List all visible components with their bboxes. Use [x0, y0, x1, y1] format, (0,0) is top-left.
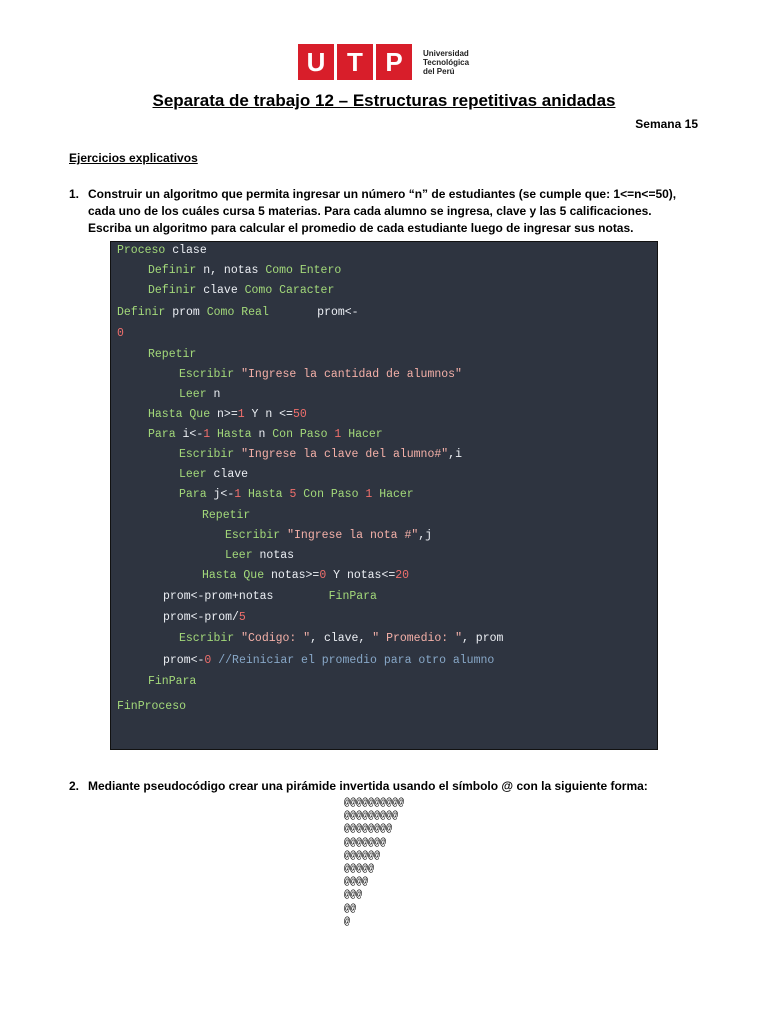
code-line [163, 590, 377, 603]
exercise-2-number: 2. [69, 779, 80, 793]
pyramid-row: @@ [344, 903, 357, 915]
code-token: Escribir [179, 368, 235, 381]
code-token: 0 [117, 327, 124, 340]
exercise-2 [69, 778, 698, 795]
code-token: 5 [289, 488, 297, 501]
code-line [117, 244, 207, 257]
logo-line-2: Tecnológica [423, 57, 470, 67]
document-title [0, 91, 768, 111]
code-line [225, 529, 432, 542]
pyramid-row: @@@@@@@@@ [344, 811, 399, 823]
code-token: Hasta [248, 488, 283, 501]
code-token: //Reiniciar el promedio para otro alumno [218, 654, 495, 667]
code-line [202, 569, 409, 582]
code-token: Hasta [217, 428, 252, 441]
code-token: "Ingrese la clave del alumno#" [241, 448, 449, 461]
code-line [225, 549, 294, 562]
logo-letter-u: U [298, 44, 334, 80]
code-line [117, 306, 359, 319]
week-label: Semana 15 [635, 117, 698, 131]
logo-university-name [423, 49, 469, 76]
code-token: 5 [238, 611, 246, 624]
code-line [148, 675, 196, 688]
code-token: Leer [225, 549, 253, 562]
code-line [148, 428, 383, 441]
code-line [179, 368, 462, 381]
code-token: 50 [292, 408, 307, 421]
code-token: Para [148, 428, 176, 441]
code-token: Leer [179, 468, 207, 481]
code-token: Escribir [225, 529, 281, 542]
code-token: ,j [418, 529, 433, 542]
code-token: 1 [234, 488, 242, 501]
code-token: 1 [203, 428, 211, 441]
code-token: Hacer [379, 488, 414, 501]
code-token: prom<- [163, 654, 205, 667]
pyramid-row: @ [344, 916, 351, 928]
pyramid-row: @@@@@@@ [344, 837, 387, 849]
code-token: n>= [210, 408, 238, 421]
code-token: Hacer [348, 428, 383, 441]
code-token [241, 488, 248, 501]
code-token: 1 [237, 408, 245, 421]
document-title-text: Separata de trabajo 12 – Estructuras repetitivas anidadas [152, 91, 616, 110]
code-token [210, 428, 217, 441]
code-token: Hasta Que [148, 408, 211, 421]
code-token: prom<-prom+notas [163, 590, 329, 603]
pyramid-figure [344, 797, 404, 929]
code-token: 0 [319, 569, 327, 582]
code-token: i<- [175, 428, 204, 441]
code-token: Y notas<= [326, 569, 396, 582]
code-token: FinPara [328, 590, 377, 603]
pyramid-row: @@@ [344, 890, 363, 902]
code-token: 0 [204, 654, 212, 667]
logo-letter-p: P [376, 44, 412, 80]
code-token: clave [196, 284, 245, 297]
code-line [179, 632, 503, 645]
exercise-1 [69, 186, 698, 237]
code-token: Escribir [179, 632, 235, 645]
pyramid-row: @@@@@ [344, 864, 375, 876]
exercise-1-text: Construir un algoritmo que permita ingresar un número “n” de estudiantes (se cumple que: 1<=n<=50), cada uno de los cuáles cursa 5 materias. Para cada alumno se ingresa, clave y las 5 calificaciones. Escriba un algoritmo para calcular el promedio de cada estudiante luego de ingresar sus notas. [88, 187, 677, 235]
code-token: Proceso [117, 244, 166, 257]
code-token: Con Paso [272, 428, 328, 441]
code-line [179, 388, 220, 401]
code-line [163, 611, 246, 624]
exercise-1-number: 1. [69, 187, 80, 201]
code-line [179, 468, 248, 481]
code-token: 1 [334, 428, 342, 441]
section-heading: Ejercicios explicativos [69, 151, 198, 165]
code-token: "Ingrese la cantidad de alumnos" [241, 368, 462, 381]
code-line [179, 488, 414, 501]
code-token: "Codigo: " [241, 632, 311, 645]
code-token: ,i [448, 448, 462, 461]
code-line [148, 408, 307, 421]
code-token: clase [165, 244, 207, 257]
code-line [117, 327, 124, 340]
code-token: Definir [148, 284, 197, 297]
code-line [148, 264, 341, 277]
code-token: Con Paso [303, 488, 359, 501]
code-token: Como Caracter [244, 284, 335, 297]
code-block [110, 241, 658, 750]
code-token: FinPara [148, 675, 197, 688]
code-token: " Promedio: " [372, 632, 462, 645]
code-line [163, 654, 494, 667]
code-token: n [206, 388, 221, 401]
logo-line-1: Universidad [423, 48, 469, 58]
code-token: Y n <= [244, 408, 293, 421]
code-token: n [251, 428, 273, 441]
code-line [202, 509, 250, 522]
code-line [148, 284, 334, 297]
code-token: Repetir [148, 348, 197, 361]
code-token: Para [179, 488, 207, 501]
logo-line-3: del Perú [423, 66, 455, 76]
code-token: Como Entero [265, 264, 342, 277]
code-token: Hasta Que [202, 569, 265, 582]
code-token: clave [206, 468, 249, 481]
code-token: prom [165, 306, 207, 319]
code-token: FinProceso [117, 700, 187, 713]
code-token: 20 [395, 569, 410, 582]
code-token: Leer [179, 388, 207, 401]
code-token: prom<- [268, 306, 359, 319]
code-token: n, notas [196, 264, 266, 277]
pyramid-row: @@@@ [344, 877, 369, 889]
code-token: , prom [461, 632, 504, 645]
logo-letter-t: T [337, 44, 373, 80]
code-token: 1 [365, 488, 373, 501]
code-token: Definir [117, 306, 166, 319]
pyramid-row: @@@@@@@@ [344, 824, 393, 836]
code-token: j<- [206, 488, 235, 501]
code-token: "Ingrese la nota #" [287, 529, 419, 542]
utp-logo [298, 44, 469, 80]
pyramid-row: @@@@@@@@@@ [344, 798, 405, 809]
code-token: notas>= [264, 569, 320, 582]
pyramid-row: @@@@@@ [344, 850, 381, 862]
exercise-2-text: Mediante pseudocódigo crear una pirámide invertida usando el símbolo @ con la siguiente forma: [88, 779, 648, 793]
code-line [179, 448, 462, 461]
code-token: Como Real [206, 306, 269, 319]
code-token: notas [252, 549, 295, 562]
code-token: prom<-prom/ [163, 611, 239, 624]
code-token: Repetir [202, 509, 251, 522]
code-token: , clave, [310, 632, 373, 645]
code-token: Escribir [179, 448, 235, 461]
code-line [117, 700, 186, 713]
code-line [148, 348, 196, 361]
code-token: Definir [148, 264, 197, 277]
